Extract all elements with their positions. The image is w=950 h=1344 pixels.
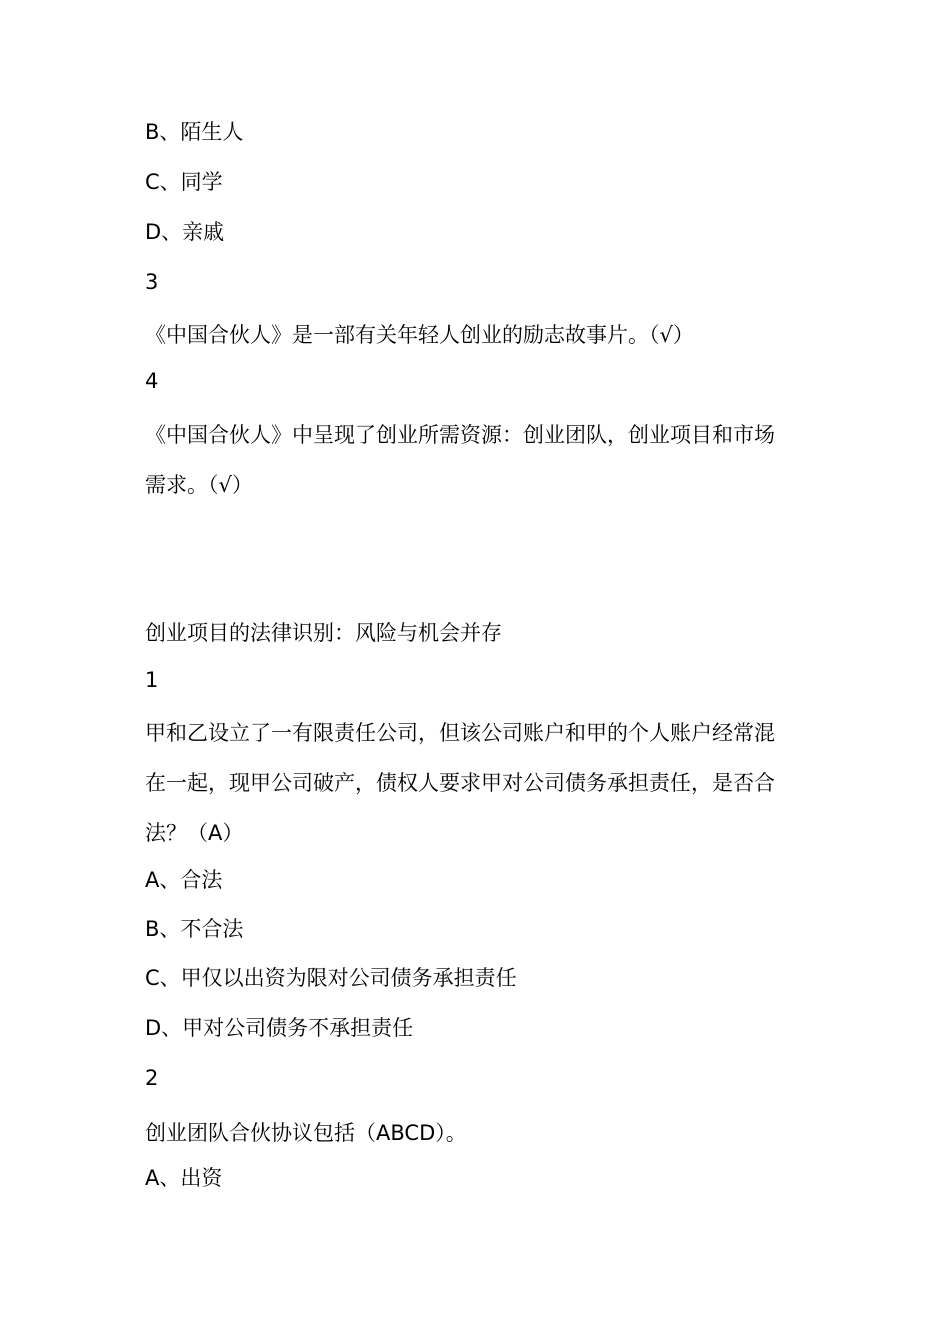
question-text-line: 需求。（√） xyxy=(145,473,253,497)
question-number: 1 xyxy=(145,668,159,692)
option-b: B、不合法 xyxy=(145,917,244,941)
question-text-line: 在一起，现甲公司破产，债权人要求甲对公司债务承担责任，是否合 xyxy=(145,771,775,795)
question-text-line: 《中国合伙人》中呈现了创业所需资源：创业团队，创业项目和市场 xyxy=(145,423,775,447)
question-number: 4 xyxy=(145,369,159,393)
option-b: B、陌生人 xyxy=(145,120,244,144)
question-text: 创业团队合伙协议包括（ABCD）。 xyxy=(145,1121,467,1145)
question-text: 《中国合伙人》是一部有关年轻人创业的励志故事片。（√） xyxy=(145,323,694,347)
question-number: 3 xyxy=(145,270,159,294)
question-number: 2 xyxy=(145,1066,159,1090)
question-text-line: 法？（A） xyxy=(145,821,244,845)
option-d: D、亲戚 xyxy=(145,220,225,244)
option-a: A、出资 xyxy=(145,1166,223,1190)
question-text-line: 甲和乙设立了一有限责任公司，但该公司账户和甲的个人账户经常混 xyxy=(145,721,775,745)
option-c: C、同学 xyxy=(145,170,223,194)
option-d: D、甲对公司债务不承担责任 xyxy=(145,1016,414,1040)
section-title: 创业项目的法律识别：风险与机会并存 xyxy=(145,621,502,645)
option-c: C、甲仅以出资为限对公司债务承担责任 xyxy=(145,966,517,990)
option-a: A、合法 xyxy=(145,868,223,892)
